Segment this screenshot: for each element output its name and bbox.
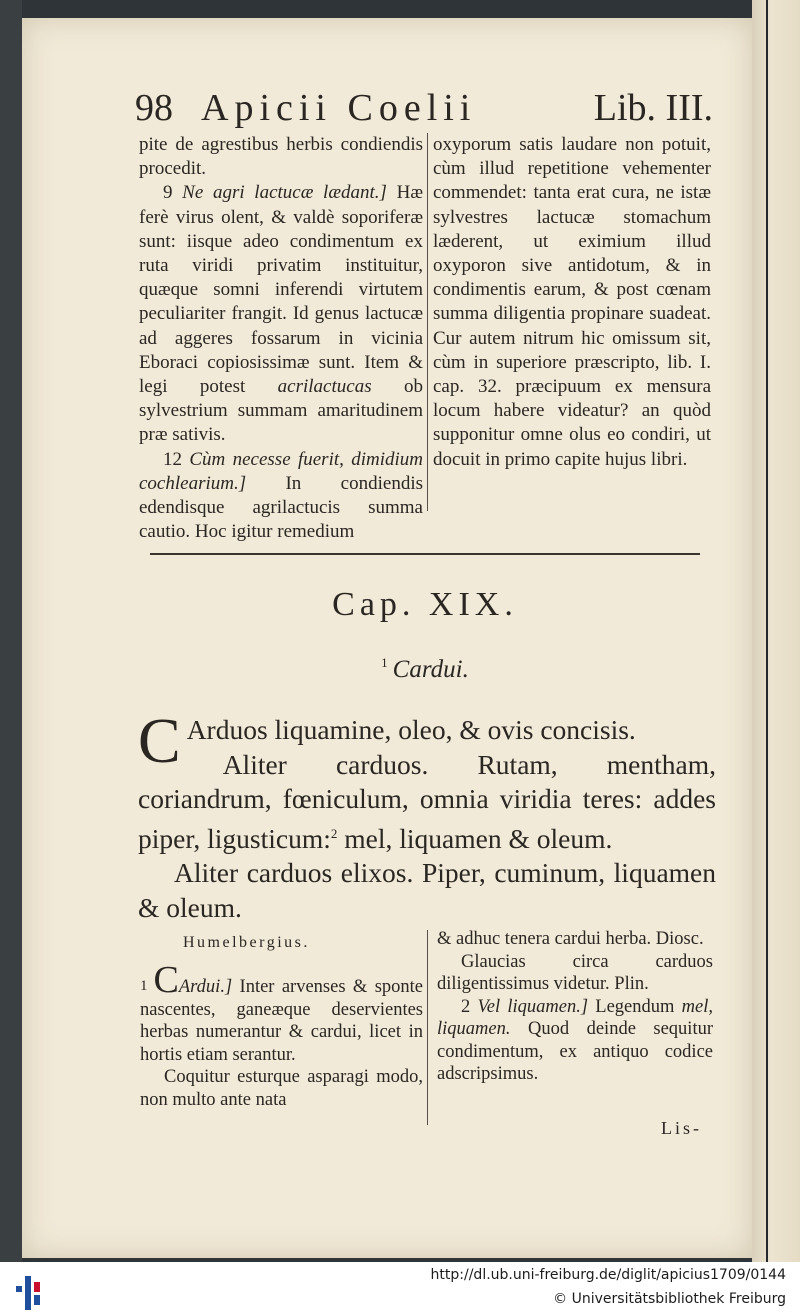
book-gutter-line [766,0,768,1262]
chapter-title: Cardui. [392,656,469,683]
next-leaf-edge [752,0,800,1262]
column-divider [427,133,428,511]
running-head [135,84,713,132]
continued-paragraph: pite de agrestibus herbis condiendis procedit. [139,134,423,180]
top-left-column [139,133,423,544]
note-italic-term: mel, liquamen. [437,996,713,1039]
footnote-ref: 1 [381,655,388,670]
note-12 [139,448,423,545]
bottom-right-column [437,928,713,1086]
note-text: Inter arvenses & sponte nascentes, ganeæque deservientes herbas numerantur & cardui, licet in hortis etiam serantur. [140,977,423,1065]
note-9 [139,181,423,447]
note-italic-term: acrilactucas [277,376,372,398]
book-label: Lib. III. [593,87,713,129]
note-lemma: Ne agri lactucæ lædant.] [182,182,387,204]
footnote-ref: 2 [330,825,338,841]
note-number: 12 [163,448,182,470]
bottom-left-column [140,959,423,1111]
book-edge-left [0,0,22,1262]
running-title: Apicii Coelii [201,87,477,129]
note-drop-capital: C [153,959,179,1001]
note-text: In condiendis edendisque agrilactucis summa cautio. Hoc igitur remedium [139,472,423,543]
note-number: 1 [140,978,148,994]
recipe-3: Aliter carduos elixos. Piper, cuminum, liquamen & oleum. [138,857,716,923]
page-number: 98 [135,87,173,129]
section-rule [150,553,700,555]
note-text: Hæ ferè virus olent, & valdè soporiferæ sunt: iisque adeo condimentum ex ruta viridi privatim instituitur, quæque somni inferendi virtutem peculiariter frangit. Id genus lactucæ ad aggeres fossarum in vicinia Eboraci copiosissimæ sunt. Item & legi potest [139,182,424,398]
recipe-1: C Arduos liquamine, oleo, & ovis concisis. [138,705,636,776]
note-2: 2 Vel liquamen.] Legendum mel, liquamen. Quod deinde sequitur condimentum, ex antiquo codice adscripsimus. [437,996,713,1084]
note-lemma: Vel liquamen.] [477,996,589,1017]
note-number: 9 [163,182,173,204]
notes-author-heading: Humelbergius. [183,934,310,951]
note-lemma: Ardui.] [178,977,233,997]
note-text-end: ob sylvestrium summam amaritudinem præ sativis. [139,376,423,446]
library-logo-icon[interactable] [16,1268,46,1310]
recipe-2: Aliter carduos. Rutam, mentham, coriandrum, fœniculum, omnia viridia teres: addes piper, ligusticum:$^2$ mel, liquamen & oleum. [138,748,716,854]
permalink-url[interactable]: http://dl.ub.uni-freiburg.de/diglit/apicius1709/0144 [430,1267,786,1283]
commentary-paragraph: oxyporum satis laudare non potuit, cùm illud repetitione vehementer commendet: tanta erat cura, ne istæ sylvestres lactucæ stomachum læderent, ut eximium illud oxyporon sive antidotum, & in condimentis earum, & post cœnam summa diligentia propinare suadeat. Cur autem nitrum hic omissum sit, cùm in superiore præscripto, lib. I. cap. 32. præcipuum ex mensura locum habere videatur? an quòd supponitur omne olus eo condiri, ut docuit in primo capite hujus libri. [433,134,711,470]
note-number: 2 [461,996,471,1017]
drop-capital: C [138,705,181,776]
recipe-text [138,705,716,925]
note-1-continued: Coquitur esturque asparagi modo, non multo ante nata [140,1067,423,1110]
note-1 [140,959,423,1066]
note-lemma: Cùm necesse fuerit, dimidium cochlearium.] [139,448,424,494]
note-pliny: Glaucias circa carduos diligentissimus videtur. Plin. [437,951,713,994]
catchword: Lis- [661,1118,702,1138]
chapter-heading: Cap. XIX. [332,586,518,623]
column-divider [427,930,428,1125]
chapter-subheading [150,655,700,684]
viewer-footer [0,1262,800,1316]
top-right-column [433,133,711,472]
note-continuation: & adhuc tenera cardui herba. Diosc. [437,929,704,949]
copyright-notice: © Universitätsbibliothek Freiburg [553,1291,786,1307]
